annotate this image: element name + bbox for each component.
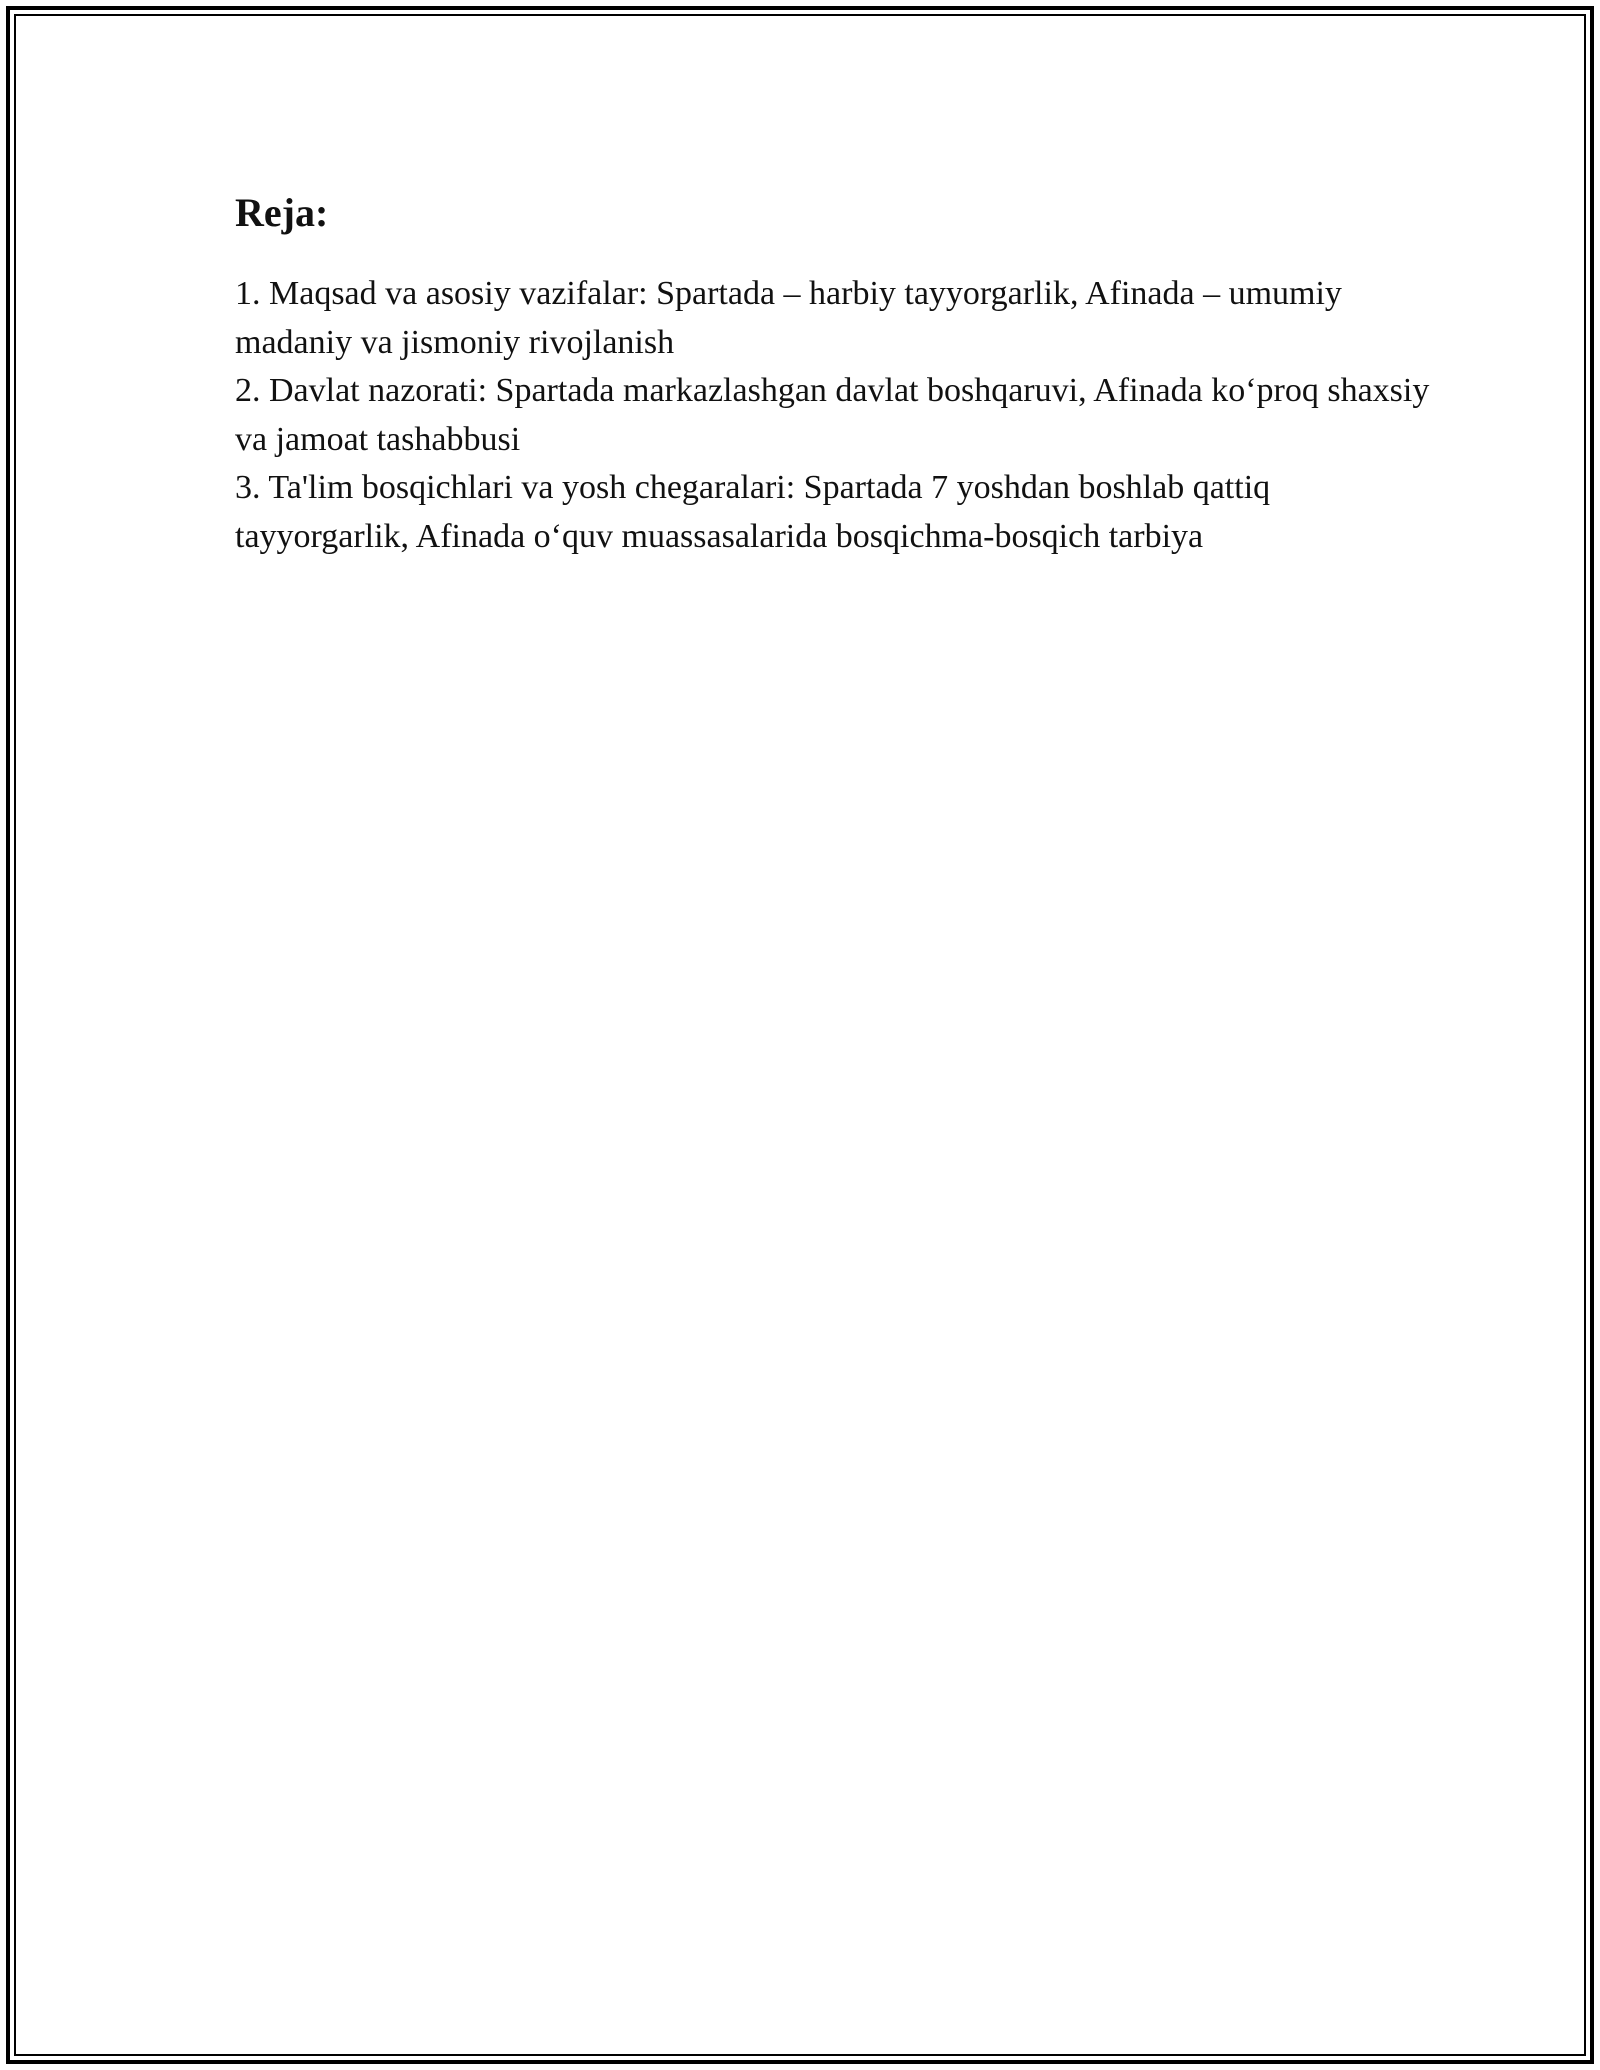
plan-heading: Reja: [235, 190, 329, 235]
document-content [235, 186, 1435, 561]
plan-list [235, 270, 1435, 561]
plan-item-1: 1. Maqsad va asosiy vazifalar: Spartada – harbiy tayyorgarlik, Afinada – umumiy madaniy va jismoniy rivojlanish [235, 275, 1342, 361]
plan-item-2: 2. Davlat nazorati: Spartada markazlashgan davlat boshqaruvi, Afinada ko‘proq shaxsiy va jamoat tashabbusi [235, 372, 1430, 458]
plan-item-3: 3. Ta'lim bosqichlari va yosh chegaralari: Spartada 7 yoshdan boshlab qattiq tayyorgarlik, Afinada o‘quv muassasalarida bosqichma-bosqich tarbiya [235, 469, 1271, 555]
